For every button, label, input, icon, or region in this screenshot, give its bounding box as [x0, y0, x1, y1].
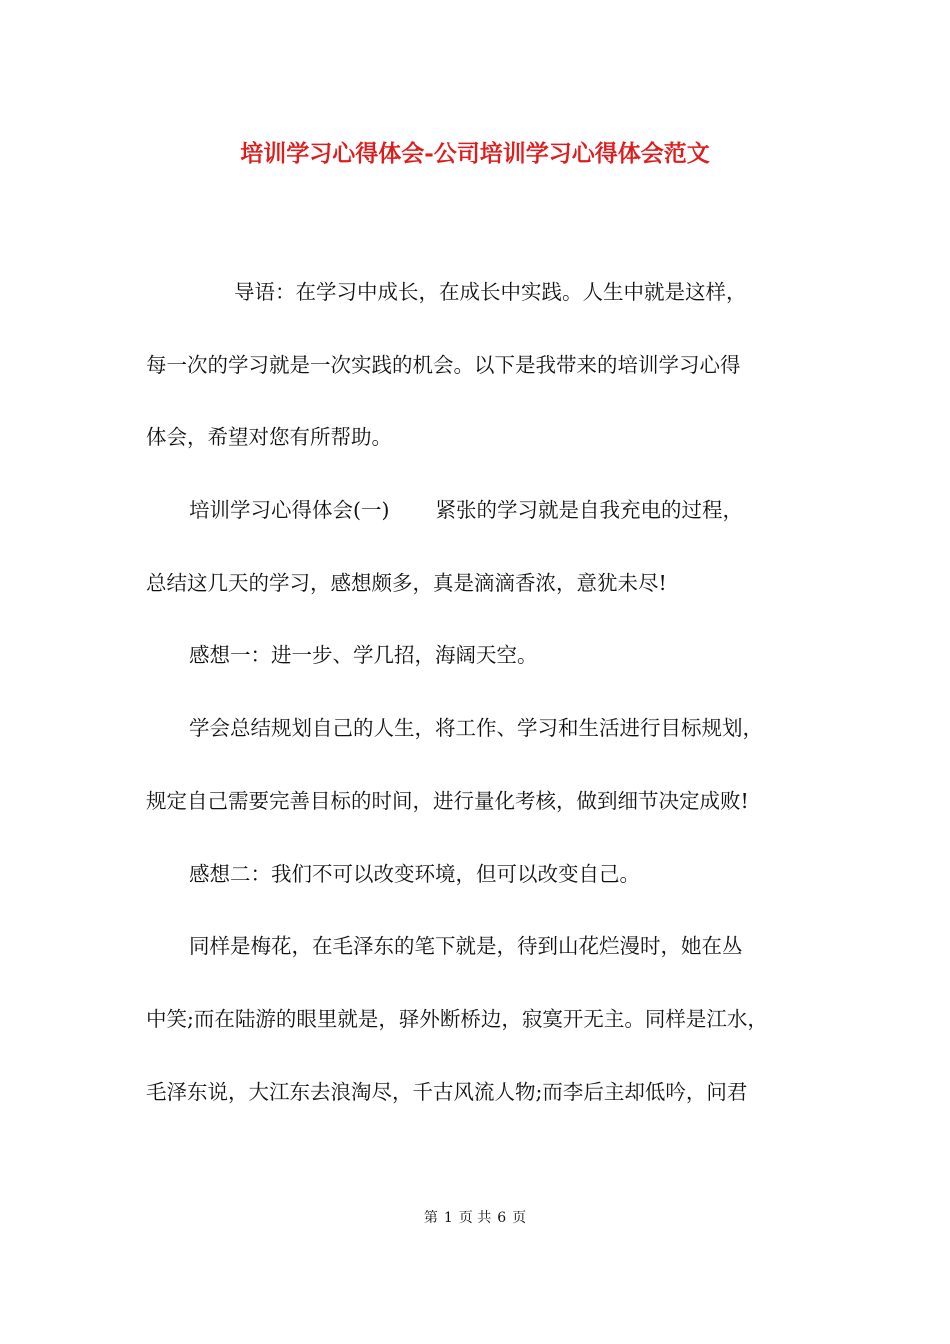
line-text: 感想二：我们不可以改变环境，但可以改变自己。 — [189, 861, 640, 886]
line-text: 毛泽东说，大江东去浪淘尽，千古风流人物;而李后主却低吟，问君 — [146, 1079, 748, 1104]
paragraph-line — [146, 854, 836, 927]
line-text: 每一次的学习就是一次实践的机会。以下是我带来的培训学习心得 — [146, 352, 741, 377]
page-footer — [0, 1208, 950, 1228]
line-text: 学会总结规划自己的人生，将工作、学习和生活进行目标规划， — [189, 716, 763, 741]
footer-prefix: 第 — [423, 1210, 438, 1226]
footer-suffix: 页 — [512, 1210, 527, 1226]
line-text: 同样是梅花，在毛泽东的笔下就是，待到山花烂漫时，她在丛 — [189, 934, 743, 959]
document-body — [146, 272, 836, 1144]
paragraph-line — [146, 417, 836, 490]
paragraph-line — [146, 708, 836, 781]
paragraph-line — [146, 1072, 836, 1145]
paragraph-line — [146, 781, 836, 854]
line-text: 感想一：进一步、学几招，海阔天空。 — [189, 643, 538, 668]
document-title: 培训学习心得体会-公司培训学习心得体会范文 — [240, 140, 710, 167]
paragraph-line — [146, 999, 836, 1072]
total-pages-number: 6 — [497, 1210, 507, 1226]
paragraph-line — [146, 926, 836, 999]
paragraph-line — [146, 563, 836, 636]
paragraph-line — [146, 490, 836, 563]
line-text: 体会，希望对您有所帮助。 — [146, 425, 392, 450]
section-heading: 培训学习心得体会(一) — [189, 498, 390, 523]
line-text: 总结这几天的学习，感想颇多，真是滴滴香浓，意犹未尽! — [146, 570, 667, 595]
current-page-number: 1 — [443, 1210, 453, 1226]
line-text: 规定自己需要完善目标的时间，进行量化考核，做到细节决定成败! — [146, 788, 749, 813]
paragraph-line — [146, 635, 836, 708]
footer-mid: 页 共 — [458, 1210, 492, 1226]
line-text: 导语：在学习中成长，在成长中实践。人生中就是这样， — [234, 280, 747, 304]
line-text: 中笑;而在陆游的眼里就是，驿外断桥边，寂寞开无主。同样是江水， — [146, 1006, 768, 1031]
paragraph-line — [146, 345, 836, 418]
line-text: 紧张的学习就是自我充电的过程， — [435, 498, 743, 523]
paragraph-line — [146, 272, 836, 345]
